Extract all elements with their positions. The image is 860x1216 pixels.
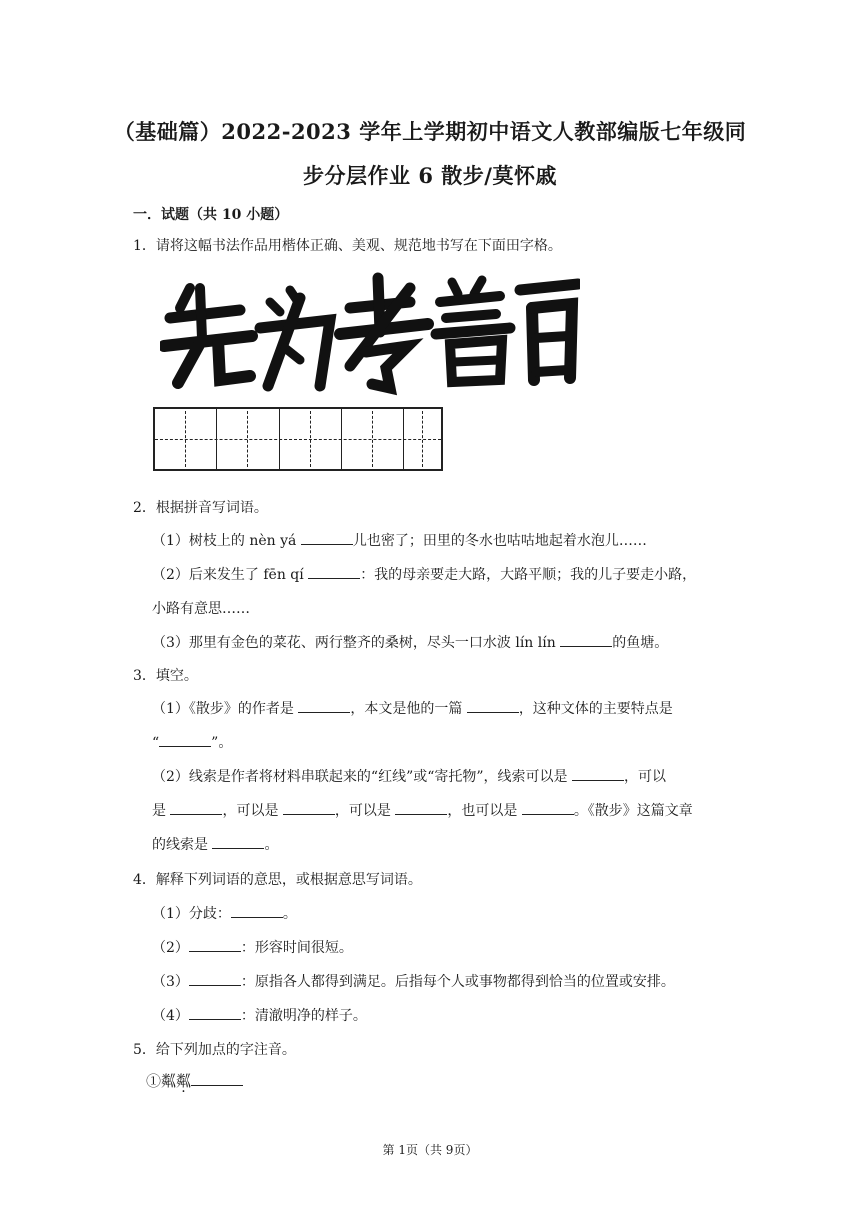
calligraphy-image: [160, 268, 580, 398]
question-4-2: （2） ：形容时间很短。: [152, 937, 353, 957]
page-title-line2: 步分层作业 6 散步/莫怀戚: [303, 163, 557, 188]
question-2-stem: 2．根据拼音写词语。: [133, 500, 268, 516]
answer-blank[interactable]: [191, 1071, 243, 1086]
question-4-1: （1）分歧： 。: [152, 903, 297, 923]
question-3-stem: 3．填空。: [133, 668, 198, 684]
answer-blank[interactable]: [159, 732, 211, 747]
question-2-1: （1）树枝上的 nèn yá 儿也密了；田里的冬水也咕咕地起着水泡儿……: [152, 530, 647, 550]
answer-blank[interactable]: [560, 632, 612, 647]
answer-blank[interactable]: [522, 800, 574, 815]
page-title-line1: （基础篇）2022-2023 学年上学期初中语文人教部编版七年级同: [113, 119, 747, 144]
question-3-2-cont: 是 ，可以是 ，可以是 ，也可以是 。《散步》这篇文章: [152, 800, 693, 820]
page-footer: 第 1页（共 9页）: [382, 1143, 478, 1157]
dotted-character: 粼: [176, 1072, 192, 1090]
question-2-3: （3）那里有金色的菜花、两行整齐的桑树，尽头一口水波 lín lín 的鱼塘。: [152, 632, 668, 652]
question-3-2: （2）线索是作者将材料串联起来的“红线”或“寄托物”，线索可以是 ，可以: [152, 766, 666, 786]
question-4-stem: 4．解释下列词语的意思，或根据意思写词语。: [133, 872, 422, 888]
tianzige-grid[interactable]: [153, 407, 443, 471]
circled-number: ①: [146, 1072, 162, 1090]
question-2-2: （2）后来发生了 fēn qí ：我的母亲要走大路，大路平顺；我的儿子要走小路，: [152, 564, 696, 584]
answer-blank[interactable]: [308, 564, 360, 579]
answer-blank[interactable]: [298, 698, 350, 713]
answer-blank[interactable]: [283, 800, 335, 815]
question-5-item-1: ①粼粼: [146, 1070, 243, 1091]
answer-blank[interactable]: [189, 971, 241, 986]
question-2-2-cont: 小路有意思……: [152, 601, 250, 617]
question-1-stem: 1．请将这幅书法作品用楷体正确、美观、规范地书写在下面田字格。: [133, 238, 562, 254]
question-3-2-end: 的线索是 。: [152, 834, 278, 854]
question-4-4: （4） ：清澈明净的样子。: [152, 1005, 367, 1025]
answer-blank[interactable]: [170, 800, 222, 815]
question-3-1-cont: “ ”。: [152, 732, 232, 752]
answer-blank[interactable]: [231, 903, 283, 918]
answer-blank[interactable]: [189, 937, 241, 952]
answer-blank[interactable]: [301, 530, 353, 545]
question-4-3: （3） ：原指各人都得到满足。后指每个人或事物都得到恰当的位置或安排。: [152, 971, 675, 991]
answer-blank[interactable]: [212, 834, 264, 849]
question-3-1: （1）《散步》的作者是 ，本文是他的一篇 ，这种文体的主要特点是: [152, 698, 673, 718]
question-5-stem: 5．给下列加点的字注音。: [133, 1042, 296, 1058]
section-heading: 一．试题（共 10 小题）: [133, 207, 289, 223]
answer-blank[interactable]: [189, 1005, 241, 1020]
answer-blank[interactable]: [572, 766, 624, 781]
answer-blank[interactable]: [467, 698, 519, 713]
answer-blank[interactable]: [395, 800, 447, 815]
